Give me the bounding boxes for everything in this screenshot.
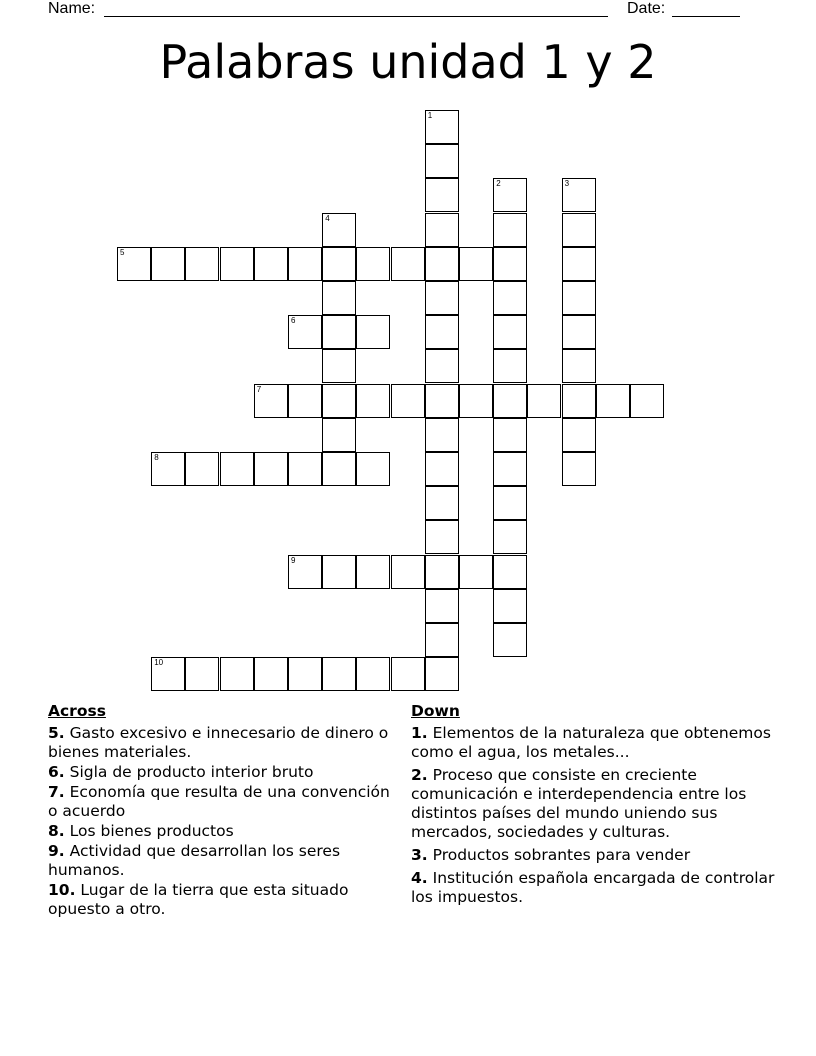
crossword-cell[interactable] <box>596 384 630 418</box>
crossword-cell[interactable] <box>425 281 459 315</box>
crossword-cell[interactable] <box>288 247 322 281</box>
cell-number: 5 <box>120 247 125 257</box>
crossword-cell[interactable] <box>425 486 459 520</box>
crossword-cell[interactable] <box>493 213 527 247</box>
crossword-cell[interactable] <box>151 452 185 486</box>
crossword-cell[interactable] <box>425 349 459 383</box>
crossword-cell[interactable] <box>117 247 151 281</box>
across-clue: 5. Gasto excesivo e innecesario de dinero o bienes materiales. <box>48 724 389 761</box>
crossword-cell[interactable] <box>562 281 596 315</box>
crossword-cell[interactable] <box>425 555 459 589</box>
crossword-cell[interactable] <box>356 315 390 349</box>
crossword-cell[interactable] <box>254 452 288 486</box>
crossword-cell[interactable] <box>562 452 596 486</box>
crossword-cell[interactable] <box>493 349 527 383</box>
crossword-cell[interactable] <box>288 657 322 691</box>
crossword-cell[interactable] <box>322 247 356 281</box>
down-clue: 4. Institución española encargada de controlar los impuestos. <box>411 869 775 906</box>
crossword-cell[interactable] <box>425 452 459 486</box>
crossword-cell[interactable] <box>562 315 596 349</box>
crossword-cell[interactable] <box>391 247 425 281</box>
crossword-cell[interactable] <box>151 247 185 281</box>
name-label: Name: <box>48 0 96 17</box>
crossword-cell[interactable] <box>459 247 493 281</box>
cell-number: 6 <box>291 316 296 326</box>
down-heading: Down <box>411 702 460 720</box>
crossword-cell[interactable] <box>220 657 254 691</box>
crossword-cell[interactable] <box>493 486 527 520</box>
crossword-cell[interactable] <box>322 555 356 589</box>
crossword-cell[interactable] <box>493 589 527 623</box>
crossword-cell[interactable] <box>425 110 459 144</box>
crossword-cell[interactable] <box>493 178 527 212</box>
crossword-cell[interactable] <box>562 349 596 383</box>
crossword-cell[interactable] <box>493 315 527 349</box>
crossword-cell[interactable] <box>493 247 527 281</box>
crossword-cell[interactable] <box>562 178 596 212</box>
crossword-cell[interactable] <box>356 657 390 691</box>
crossword-cell[interactable] <box>425 247 459 281</box>
down-clues <box>411 702 781 908</box>
crossword-cell[interactable] <box>493 520 527 554</box>
crossword-cell[interactable] <box>425 623 459 657</box>
crossword-cell[interactable] <box>322 384 356 418</box>
crossword-cell[interactable] <box>356 555 390 589</box>
crossword-cell[interactable] <box>493 384 527 418</box>
crossword-cell[interactable] <box>356 384 390 418</box>
crossword-cell[interactable] <box>322 349 356 383</box>
crossword-cell[interactable] <box>356 452 390 486</box>
crossword-cell[interactable] <box>425 418 459 452</box>
crossword-cell[interactable] <box>151 657 185 691</box>
crossword-cell[interactable] <box>493 555 527 589</box>
crossword-cell[interactable] <box>425 144 459 178</box>
crossword-cell[interactable] <box>322 418 356 452</box>
down-clue: 3. Productos sobrantes para vender <box>411 846 691 864</box>
crossword-cell[interactable] <box>254 657 288 691</box>
date-label: Date: <box>627 0 666 17</box>
crossword-cell[interactable] <box>459 384 493 418</box>
crossword-cell[interactable] <box>185 247 219 281</box>
crossword-cell[interactable] <box>322 452 356 486</box>
page-title: Palabras unidad 1 y 2 <box>159 35 657 89</box>
crossword-cell[interactable] <box>562 384 596 418</box>
across-heading: Across <box>48 702 106 720</box>
cell-number: 3 <box>564 179 570 189</box>
crossword-cell[interactable] <box>391 555 425 589</box>
down-clue: 2. Proceso que consiste en creciente comunicación e interdependencia entre los distintos países del mundo uniendo sus mercados, sociedades y culturas. <box>411 766 747 841</box>
crossword-cell[interactable] <box>630 384 664 418</box>
across-clues <box>48 702 398 920</box>
crossword-cell[interactable] <box>527 384 561 418</box>
crossword-cell[interactable] <box>425 520 459 554</box>
cell-number: 2 <box>496 179 501 189</box>
crossword-cell[interactable] <box>493 452 527 486</box>
across-clue: 10. Lugar de la tierra que esta situado opuesto a otro. <box>48 881 349 918</box>
cell-number: 7 <box>256 384 262 394</box>
across-clue: 6. Sigla de producto interior bruto <box>48 763 314 781</box>
cell-number: 4 <box>325 213 330 223</box>
crossword-cell[interactable] <box>459 555 493 589</box>
crossword-cell[interactable] <box>425 178 459 212</box>
crossword-cell[interactable] <box>322 315 356 349</box>
crossword-cell[interactable] <box>288 315 322 349</box>
cell-number: 9 <box>291 555 296 565</box>
across-clue: 7. Economía que resulta de una convención o acuerdo <box>48 783 390 820</box>
crossword-cell[interactable] <box>391 657 425 691</box>
crossword-cell[interactable] <box>425 213 459 247</box>
crossword-cell[interactable] <box>220 247 254 281</box>
crossword-cell[interactable] <box>254 384 288 418</box>
across-clue: 8. Los bienes productos <box>48 822 234 840</box>
crossword-cell[interactable] <box>288 452 322 486</box>
crossword-cell[interactable] <box>322 281 356 315</box>
crossword-cell[interactable] <box>562 247 596 281</box>
crossword-cell[interactable] <box>493 623 527 657</box>
crossword-cell[interactable] <box>288 384 322 418</box>
cell-number: 10 <box>154 658 164 668</box>
crossword-cell[interactable] <box>254 247 288 281</box>
crossword-cell[interactable] <box>288 555 322 589</box>
crossword-cell[interactable] <box>562 213 596 247</box>
crossword-cell[interactable] <box>425 589 459 623</box>
crossword-cell[interactable] <box>322 213 356 247</box>
crossword-cell[interactable] <box>425 657 459 691</box>
crossword-cell[interactable] <box>425 315 459 349</box>
down-clue: 1. Elementos de la naturaleza que obtenemos como el agua, los metales... <box>411 724 771 761</box>
crossword-cell[interactable] <box>185 657 219 691</box>
crossword-cell[interactable] <box>562 418 596 452</box>
crossword-cell[interactable] <box>493 281 527 315</box>
crossword-cell[interactable] <box>322 657 356 691</box>
crossword-cell[interactable] <box>356 247 390 281</box>
crossword-cell[interactable] <box>391 384 425 418</box>
crossword-cell[interactable] <box>425 384 459 418</box>
crossword-cell[interactable] <box>220 452 254 486</box>
cell-number: 1 <box>427 111 433 120</box>
crossword-cell[interactable] <box>493 418 527 452</box>
across-clue: 9. Actividad que desarrollan los seres humanos. <box>48 842 341 879</box>
crossword-cell[interactable] <box>185 452 219 486</box>
cell-number: 8 <box>154 453 159 462</box>
